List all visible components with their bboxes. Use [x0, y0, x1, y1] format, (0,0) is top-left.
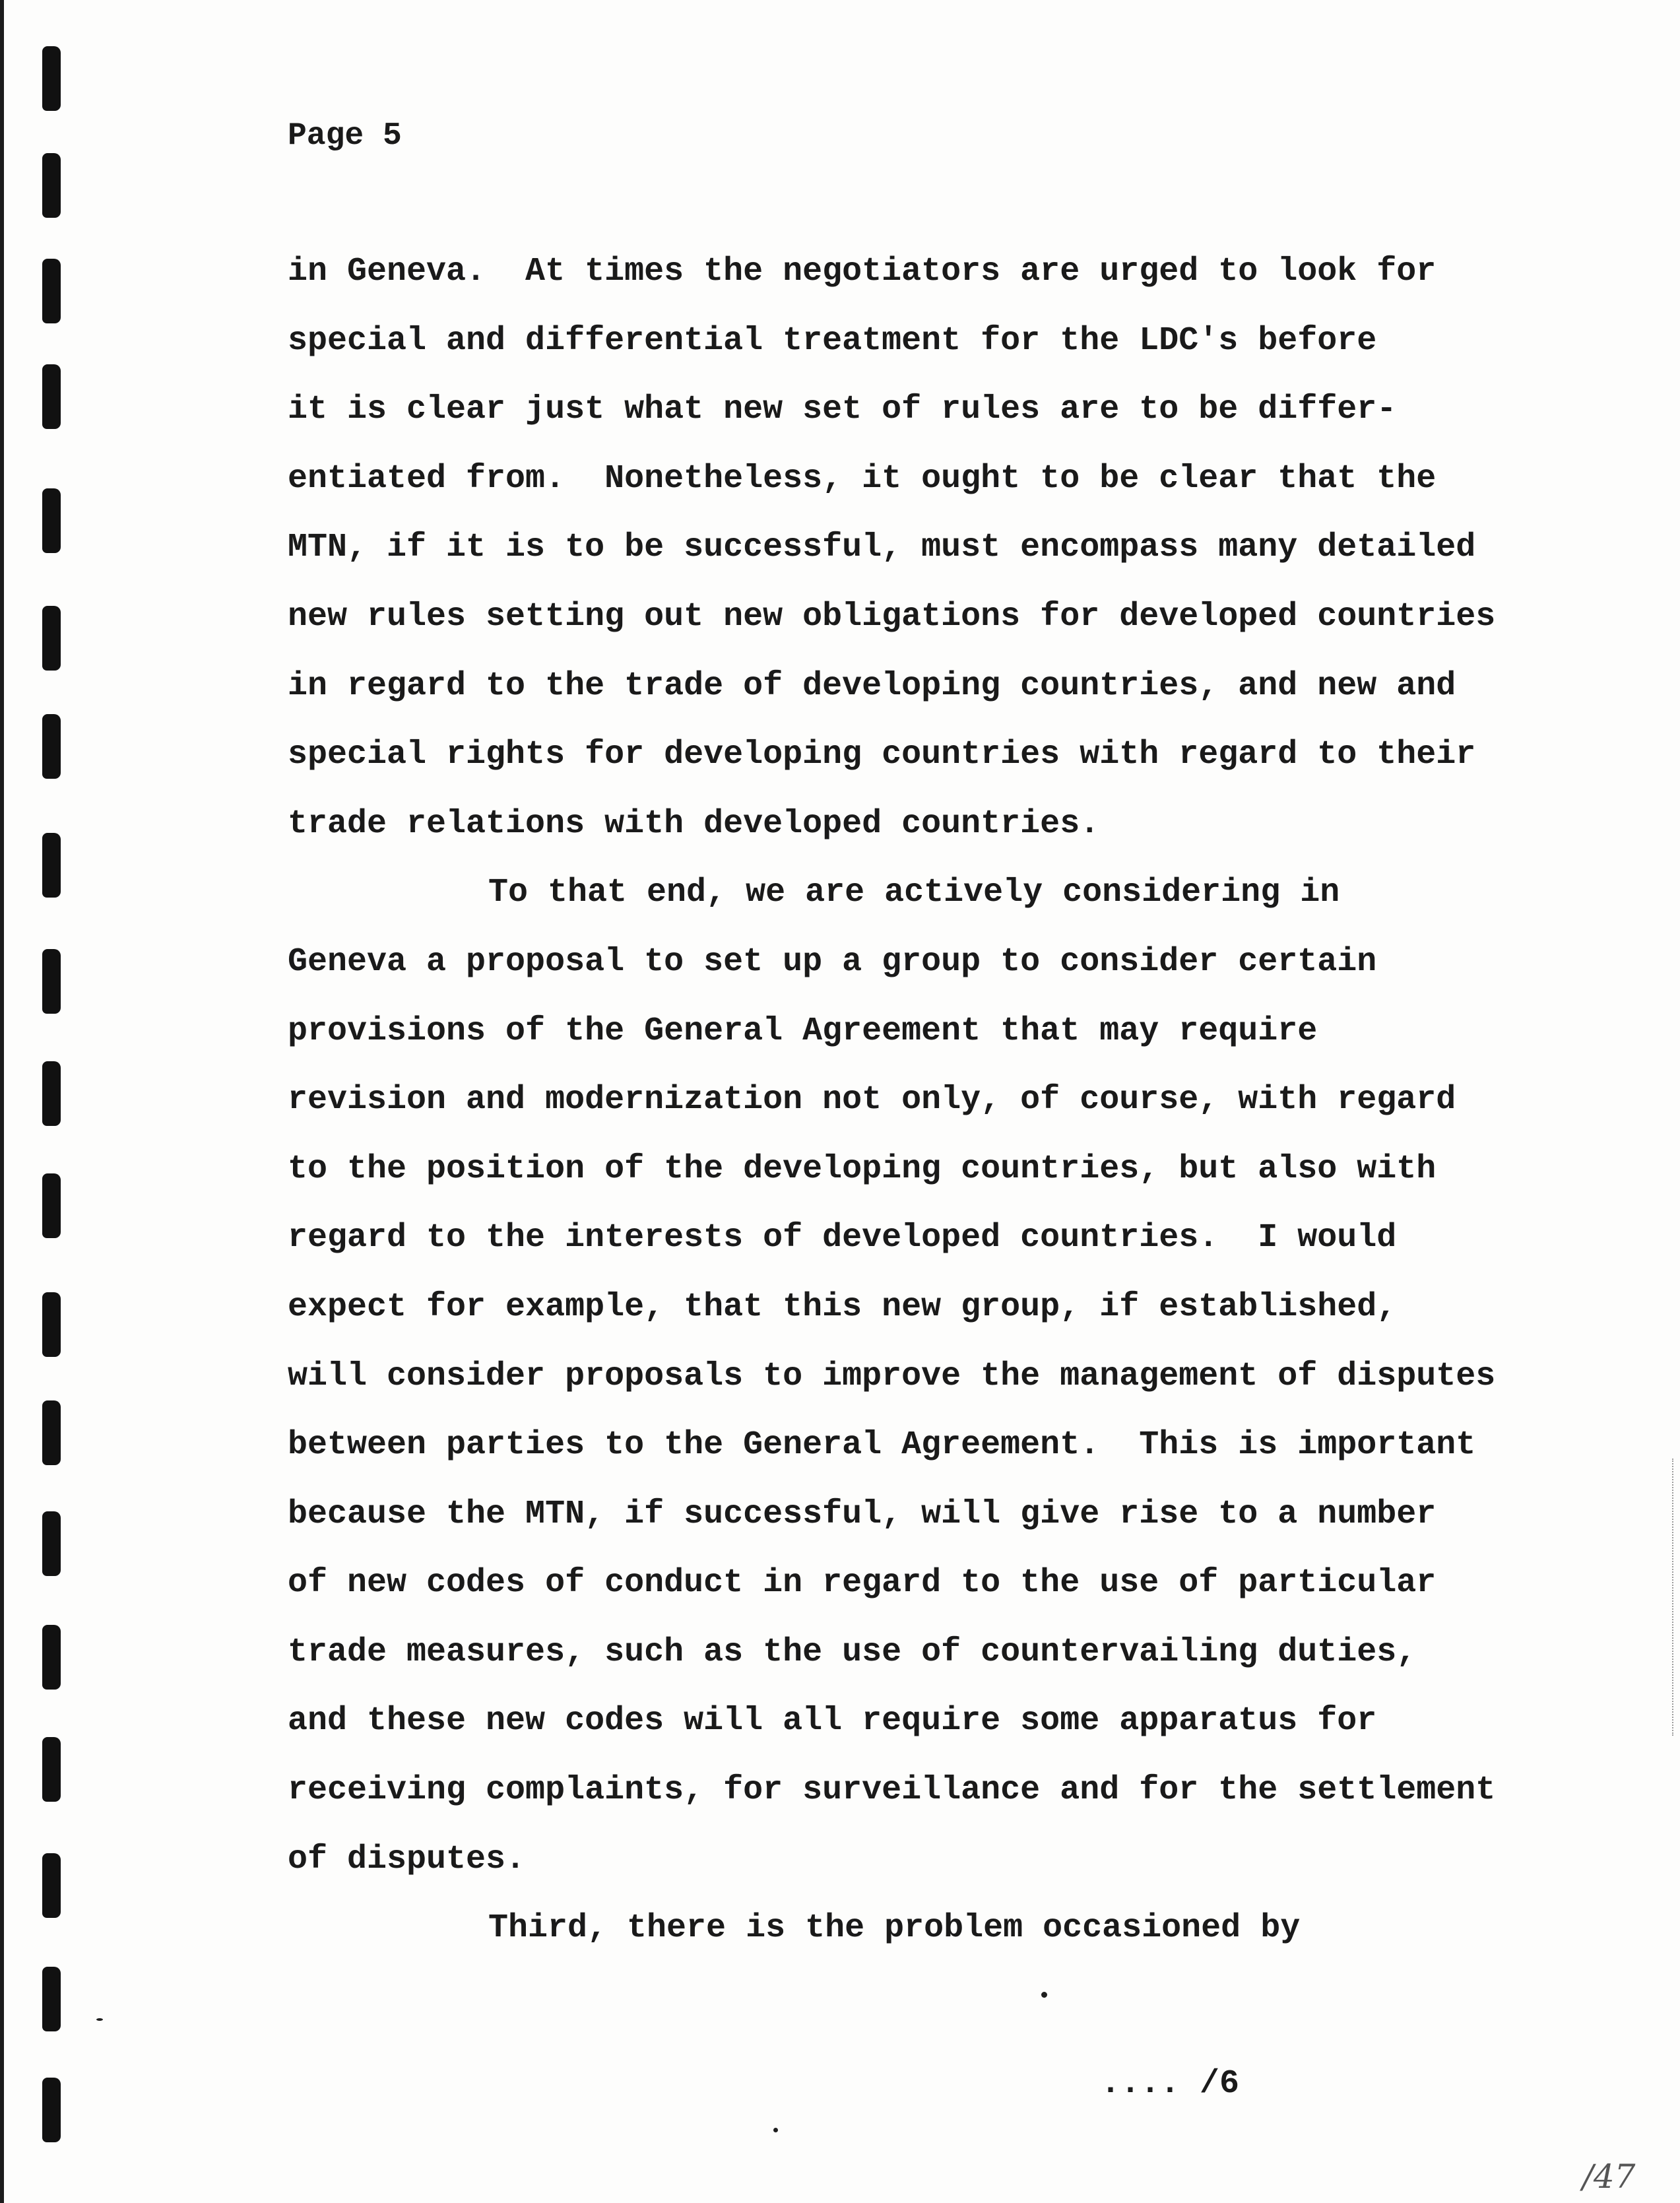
text-line: provisions of the General Agreement that may require: [288, 1012, 1318, 1050]
punch-hole: [42, 1737, 61, 1802]
text-line: between parties to the General Agreement. This is important: [288, 1426, 1476, 1464]
scan-speck: [1041, 1992, 1047, 1998]
punch-hole: [42, 833, 61, 898]
punch-hole: [42, 1511, 61, 1576]
punch-hole: [42, 1400, 61, 1465]
punch-hole: [42, 949, 61, 1014]
text-line: revision and modernization not only, of course, with regard: [288, 1081, 1456, 1119]
text-line: expect for example, that this new group, if established,: [288, 1288, 1397, 1326]
punch-hole: [42, 488, 61, 553]
punch-hole: [42, 1061, 61, 1126]
left-edge-rule: [0, 0, 4, 2203]
punch-hole: [42, 46, 61, 111]
punch-hole: [42, 606, 61, 671]
text-line: and these new codes will all require some apparatus for: [288, 1702, 1377, 1740]
text-line: trade measures, such as the use of countervailing duties,: [288, 1633, 1417, 1671]
text-line: new rules setting out new obligations for developed countries: [288, 597, 1496, 636]
text-line: regard to the interests of developed countries. I would: [288, 1219, 1397, 1257]
page-number-header: Page 5: [288, 118, 402, 154]
punch-hole: [42, 1292, 61, 1357]
punch-hole: [42, 1967, 61, 2031]
punch-hole: [42, 1625, 61, 1690]
handwritten-folio-number: /47: [1582, 2157, 1636, 2196]
text-line: MTN, if it is to be successful, must encompass many detailed: [288, 529, 1476, 567]
text-line: entiated from. Nonetheless, it ought to be clear that the: [288, 459, 1437, 498]
text-line: of disputes.: [288, 1840, 526, 1878]
punch-hole: [42, 2078, 61, 2142]
body-text: [288, 238, 1541, 1963]
punch-hole: [42, 714, 61, 779]
punch-hole: [42, 1853, 61, 1918]
text-line: Third, there is the problem occasioned by: [488, 1909, 1301, 1948]
text-line: receiving complaints, for surveillance and for the settlement: [288, 1771, 1496, 1810]
text-line: in regard to the trade of developing countries, and new and: [288, 667, 1456, 705]
punch-hole: [42, 1173, 61, 1238]
scan-speck: [96, 2018, 103, 2021]
text-line: it is clear just what new set of rules are to be differ-: [288, 391, 1397, 429]
continuation-marker: .... /6: [1101, 2065, 1240, 2103]
text-line: to the position of the developing countries, but also with: [288, 1150, 1437, 1188]
punch-hole: [42, 153, 61, 218]
text-line: special rights for developing countries with regard to their: [288, 736, 1476, 774]
text-line: To that end, we are actively considering in: [488, 874, 1340, 912]
punch-hole: [42, 259, 61, 323]
scan-edge-mark: [1672, 1459, 1675, 1736]
punch-hole: [42, 364, 61, 429]
text-line: because the MTN, if successful, will give rise to a number: [288, 1495, 1437, 1533]
text-line: trade relations with developed countries.: [288, 805, 1100, 843]
text-line: Geneva a proposal to set up a group to consider certain: [288, 942, 1377, 981]
text-line: will consider proposals to improve the management of disputes: [288, 1357, 1496, 1395]
text-line: in Geneva. At times the negotiators are urged to look for: [288, 253, 1437, 290]
scan-speck: [773, 2128, 778, 2132]
text-line: special and differential treatment for the LDC's before: [288, 321, 1377, 360]
text-line: of new codes of conduct in regard to the use of particular: [288, 1564, 1437, 1602]
